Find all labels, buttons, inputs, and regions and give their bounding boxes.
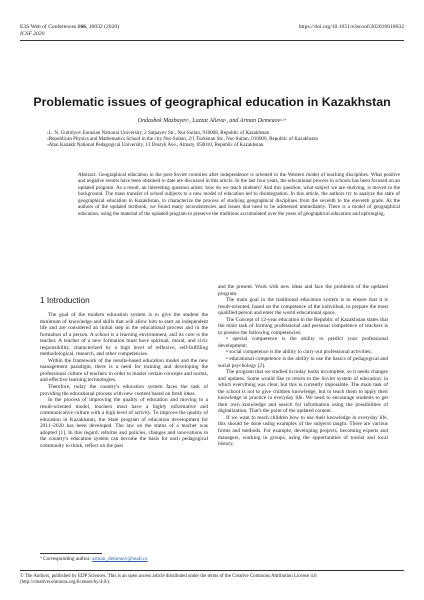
header-rule: [20, 40, 404, 41]
corresponding-star: *: [284, 118, 287, 122]
bullet-item: • social competence is the ability to carry out professional activities;: [226, 349, 372, 356]
bullet-item: • special competence is the ability to predict your professional development;: [218, 336, 388, 349]
footnote-mark: *: [40, 556, 42, 560]
bullet-item: • educational competence is the ability to use the basics of pedagogical and social psychology [2].: [218, 356, 388, 369]
journal-volume: 166: [77, 24, 86, 30]
abstract: [78, 172, 400, 217]
author-list: [0, 118, 424, 124]
affiliation-number: 2: [47, 137, 49, 142]
footnote: [40, 556, 148, 562]
header-journal: [20, 24, 119, 31]
paper-title: Problematic issues of geographical education in Kazakhstan: [33, 95, 391, 109]
license-footer: [20, 574, 404, 586]
doi-link[interactable]: [299, 24, 404, 31]
paragraph: If we want to teach children how to use their knowledge in everyday life, this should be done using examples of the subjects taught. There are various forms and methods. For example, developing projects, becoming experts and managers, working in groups, using the opportunities of tourist and local history,: [218, 414, 388, 448]
paragraph: The goal of the modern education system is to give the student the minimum of knowledge and skills that will allow him to start an independent life and are considered an initial step in the educational process and in the formation of a person. A school is a learning environment, and its core is the teacher. A teacher of a new formation must have spiritual, moral, and civic responsibility, characterized by a high level of reflexive, self-fulfilling methodological, research, and other competencies.: [40, 312, 208, 358]
paragraph: Therefore, today the country's education system faces the task of providing the educational process with new content based on fresh ideas.: [40, 384, 208, 397]
section-title: Introduction: [46, 296, 90, 305]
footnote-label: Corresponding author:: [41, 556, 93, 562]
affiliation-3: [47, 142, 407, 148]
journal-name: E3S Web of Conferences: [20, 24, 78, 30]
author-2-affil: 1: [224, 118, 227, 122]
left-column: [40, 312, 208, 449]
author-separator: ,: [189, 118, 193, 124]
author-1: Ondasbek Mazbayev: [137, 118, 188, 124]
right-column: [218, 284, 388, 448]
affiliation-number: 1: [47, 131, 49, 135]
paragraph: and the present. Work with new ideas and face the problems of the updated program.: [218, 284, 388, 297]
abstract-label: Abstract.: [78, 172, 97, 178]
footer-rule: [20, 570, 404, 571]
abstract-text: Geographical education in the post-Soviet countries after independence is oriented to the Western model of teaching disciplines. What positive and negative results have been obtained to date are discussed in this article. In the last four years, the educational process in schools has been focused on an updated program. As a result, an interesting question arises: how do we teach students? And this question, what subject we are studying, is moved to the background. The mass transfer of school subjects to a new model of education led to disintegration. In this article, the authors try to analyze the state of geographical education in Kazakhstan, to characterize the process of studying geographical disciplines from the seventh to the eleventh grade. As the authors of the updated textbook, we found many inconsistencies and issues that need to be addressed immediately. There is a model of geographical education, using the material of the updated program to preserve the traditions accumulated over the years of geographical education and upbringing.: [78, 172, 400, 217]
author-3-affil: 2,3: [280, 118, 285, 122]
license-url[interactable]: (http://creativecommons.org/licenses/by/4.0/).: [20, 580, 111, 585]
author-1-affil: 1: [187, 118, 190, 122]
paragraph: In the process of improving the quality of education and moving to a result-oriented model, teachers must have a highly informative and communicative culture with a high level of activity. To improve the quality of education in Kazakhstan, the State program of education development for 2011–2020 has been developed. The law on the status of a teacher was adopted [1]. In this regard, reforms and policies, changes and innovations in the country's education system can become the basis for each pedagogical community to think, reflect on the past: [40, 397, 208, 449]
article-number: , 10032 (2020): [85, 24, 120, 30]
affiliations: [47, 130, 407, 149]
author-separator: , and: [226, 118, 240, 124]
license-text: © The Authors, published by EDP Sciences. This is an open access article distributed under the terms of the Creative Commons Attribution License 4.0: [20, 574, 317, 579]
paragraph: Within the framework of the results-based education model and the new management paradigm, there is a need for training and developing the professional culture of teachers in order to master certain concepts and norms, and effective learning technologies.: [40, 357, 208, 384]
author-2: Lazzat Alieva: [192, 118, 225, 124]
corresponding-email-link[interactable]: arman_demeuov@mail.ru: [92, 556, 148, 562]
affiliation-text: Abai Kazakh National Pedagogical University, 13 Dostyk Ave., Almaty, 050010, Republic of Kazakhstan: [48, 142, 264, 149]
affiliation-number: 3: [47, 143, 49, 148]
affiliation-text: L. N. Gumilyov Eurasian National University, 2 Satpayev Str., Nur-Sultan, 010008, Republic of Kazakhstan: [48, 130, 270, 136]
paragraph: The program that we studied in today looks incomplete, so it needs changes and updates. Some would like to return to the Soviet system of education, in which everything was clear, but this is currently impossible. The main task of the school is not to give children knowledge, but to teach them to apply their knowledge in practice in everyday life. We need to encourage students to get their own knowledge and search for information using the possibilities of digitalization. That's the point of the updated content.: [218, 369, 388, 415]
conference-name: ICSF 2020: [20, 31, 45, 37]
doi-link-text[interactable]: https://doi.org/10.1051/e3sconf/202016610032: [298, 24, 404, 30]
section-heading: [40, 296, 90, 305]
section-number: 1: [40, 296, 45, 305]
footnote-rule: [40, 553, 102, 554]
affiliation-text: Republican Physics and Mathematics School in the city Nur-Sultan, 2/1 Turkistan Str., Nur-Sultan, 010000, Republic of Kazakhstan: [48, 136, 319, 143]
paragraph: The Concept of 12-year education in the Republic of Kazakhstan states that the main task of forming professional and personal competence of teachers is to possess the following competencies:: [218, 316, 388, 336]
author-3: Arman Demeuov: [239, 118, 281, 124]
paragraph: The main goal in the traditional education system is to ensure that it is result-oriented, based on the competence of the individual, to prepare the most qualified person and enter the world educational space.: [218, 297, 388, 317]
